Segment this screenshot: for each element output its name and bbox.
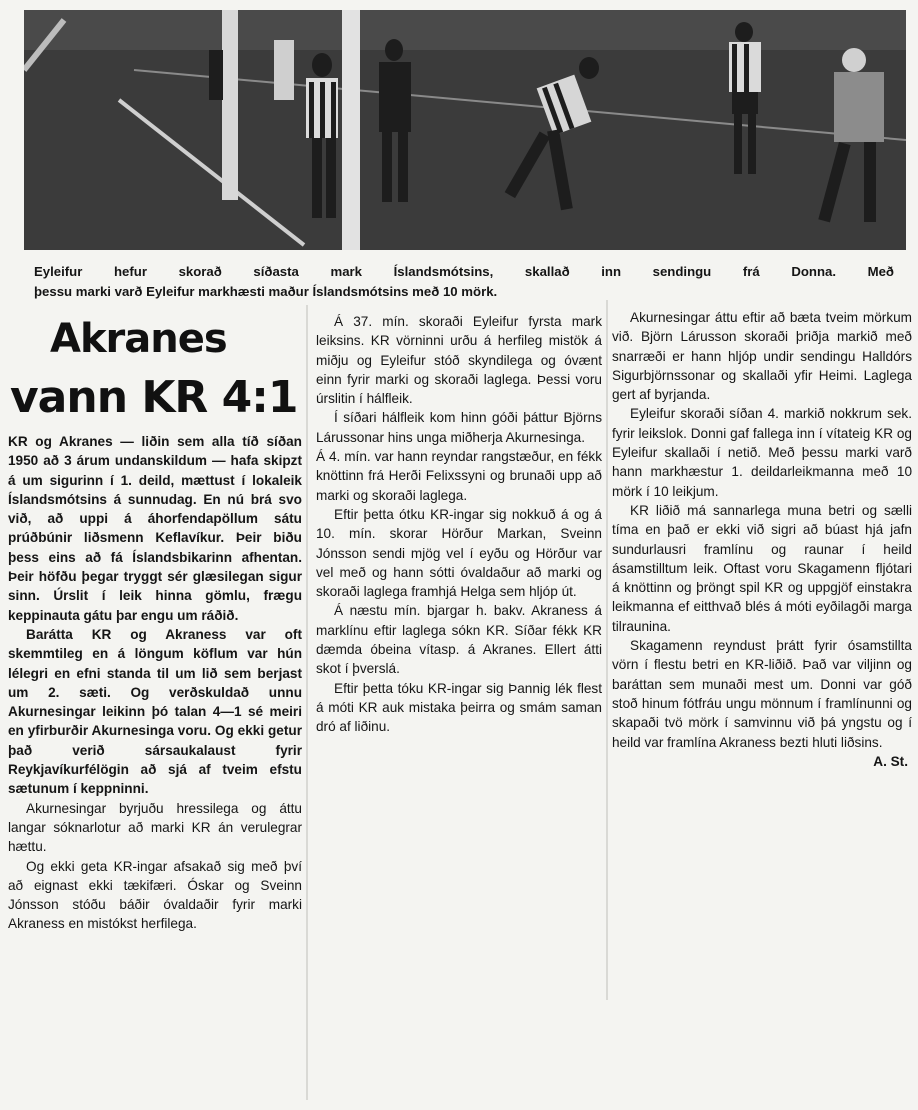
paragraph: Á næstu mín. bjargar h. bakv. Akraness á marklínu eftir laglega sókn KR. Síðar fékk KR dæmda óbeina vítasp. á Akranes. Ellert átti skot í þverslá. bbox=[316, 603, 602, 677]
match-photo bbox=[24, 10, 906, 250]
article-column-1 bbox=[8, 432, 302, 934]
caption-line-2: þessu marki varð Eyleifur markhæsti maður Íslandsmótsins með 10 mörk. bbox=[34, 284, 498, 299]
paragraph: Og ekki geta KR-ingar afsakað sig með því að eignast ekki tækifæri. Óskar og Sveinn Jónsson stóðu báðir óvaldaðir fyrir marki Akraness en mistókst herfilega. bbox=[8, 858, 302, 932]
paragraph: Eftir þetta tóku KR-ingar sig Þannig lék flest á móti KR auk mistaka þeirra og smám saman dró af liðinu. bbox=[316, 680, 602, 735]
paragraph: Skagamenn reyndust þrátt fyrir ósamstillta vörn í flestu betri en KR-liðið. Það var viljinn og baráttan sem munaði mest um. Donni var góð stoð hinum fótfráu ungu mönnum í framlínunni og skapaði tvö mörk í samvinnu við þá yngstu og í heild var framlína Akraness bezti hluti liðsins. bbox=[612, 638, 912, 750]
headline-line-1: Akranes bbox=[50, 316, 227, 362]
lead-paragraph: KR og Akranes — liðin sem alla tíð síðan 1950 að 3 árum undanskildum — hafa skipzt á um sigurinn í 1. deild, mættust í lokaleik Íslandsmótsins á sunnudag. En nú brá svo við, að uppi á áhorfendapöllum sátu prúðbúnir liðsmenn Keflavíkur. Þeir biðu þess eins að fá Íslandsbikarinn afhentan. Þeir höfðu þegar tryggt sér glæsilegan sigur sinn. Úrslit í leik hinna gömlu, frægu keppinauta gátu þar engu um ráðið. bbox=[8, 434, 302, 623]
author-signature: A. St. bbox=[873, 753, 908, 769]
paragraph: Á 4. mín. var hann reyndar rangstæður, en fékk knöttinn frá Herði Felixssyni og brunaði upp að marki og skoraði laglega. bbox=[316, 449, 602, 503]
photo-caption bbox=[34, 262, 894, 302]
paragraph: Eyleifur skoraði síðan 4. markið nokkrum sek. fyrir leikslok. Donni gaf fallega inn í vítateig KR og Eyleifur skallaði í netið. Með þessu marki varð hann markhæstur 1. deildarleikmanna með 10 mörk í 10 leikjum. bbox=[612, 406, 912, 499]
paragraph: Á 37. mín. skoraði Eyleifur fyrsta mark leiksins. KR vörninni urðu á herfileg mistök á miðju og Eyleifur stóð skyndilega og óvænt einn fyrir marki og skoraði laglega. Þessi voru úrslitin í hálfleik. bbox=[316, 314, 602, 407]
article-column-3 bbox=[612, 308, 912, 771]
column-divider-left bbox=[306, 305, 308, 1100]
paragraph: Barátta KR og Akraness var oft skemmtileg en á löngum köflum var hún lélegri en efni standa til um lið sem berjast um 2. sæti. Og verðskuldað unnu Akurnesingar leikinn þó talan 4—1 sé meiri en yfirburðir Akurnesinga voru. Og ekki getur það verið sársaukalaust fyrir Reykjavíkurfélögin að sjá af tveim efstu sætunum í keppninni. bbox=[8, 626, 302, 797]
paragraph: Akurnesingar áttu eftir að bæta tveim mörkum við. Björn Lárusson skoraði þriðja markið með snarræði er hann hljóp undir sendingu Halldórs Sigurbjörnssonar og skallaði yfir Heimi. Laglega gert af byrjanda. bbox=[612, 310, 912, 403]
paragraph: KR liðið má sannarlega muna betri og sælli tíma en það er ekki við sigri að búast hjá jafn sundurlausri framlínu og raunar í heild ásamstilltum leik. Oftast voru Skagamenn fljótari á knöttinn og þröngt spil KR og uppgjöf einstakra leikmanna ef eitthvað blés á móti eyðilagði marga tilraunina. bbox=[612, 502, 912, 634]
paragraph: Akurnesingar byrjuðu hressilega og áttu langar sóknarlotur að marki KR án verulegrar hættu. bbox=[8, 800, 302, 855]
headline-line-2: vann KR 4:1 bbox=[10, 372, 298, 423]
caption-line-1: Eyleifur hefur skorað síðasta mark Íslandsmótsins, skallað inn sendingu frá Donna. Með bbox=[34, 264, 894, 279]
column-divider-right bbox=[606, 300, 608, 1000]
article-column-2 bbox=[316, 312, 602, 737]
paragraph: Eftir þetta ótku KR-ingar sig nokkuð á og á 10. mín. skorar Hörður Markan, Sveinn Jónsson sendi mjög vel í eyðu og Hörður var vel með og hann sótti óvaldaður að marki og skoraði laglega framhjá Helga sem hljóp út. bbox=[316, 506, 602, 600]
paragraph: Í síðari hálfleik kom hinn góði þáttur Björns Lárussonar hins unga miðherja Akurnesinga. bbox=[316, 410, 602, 445]
